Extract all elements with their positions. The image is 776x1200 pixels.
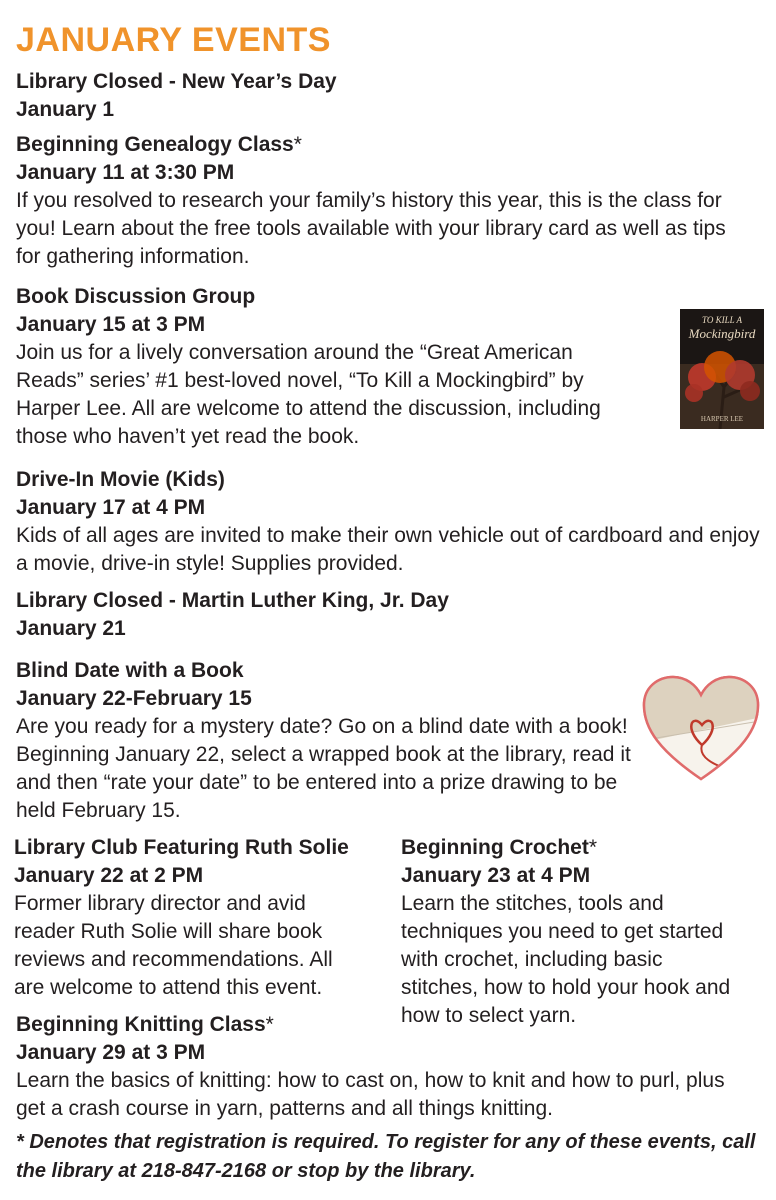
event-date: January 22-February 15 <box>16 687 252 710</box>
event-drive-in <box>16 466 761 578</box>
event-title: Library Closed - Martin Luther King, Jr. Day <box>16 589 449 612</box>
event-title-text: Beginning Crochet <box>401 836 589 859</box>
event-blind-date <box>16 657 656 825</box>
event-title-text: Beginning Genealogy Class <box>16 133 294 156</box>
event-title: Library Club Featuring Ruth Solie <box>14 836 349 859</box>
heart-image <box>640 673 762 785</box>
event-date: January 22 at 2 PM <box>14 864 204 887</box>
event-date: January 23 at 4 PM <box>401 864 591 887</box>
event-new-years <box>16 68 337 124</box>
event-description: Former library director and avid reader Ruth Solie will share book reviews and recommendations. All are welcome to attend this event. <box>14 892 333 999</box>
book-cover-line1: TO KILL A <box>701 315 743 325</box>
event-description: If you resolved to research your family’s history this year, this is the class for you! Learn about the free tools available with your library card as well as tips for gathering information. <box>16 189 726 268</box>
event-title <box>401 834 746 862</box>
page-title: JANUARY EVENTS <box>16 21 331 59</box>
event-title: Blind Date with a Book <box>16 659 244 682</box>
event-date: January 17 at 4 PM <box>16 496 206 519</box>
mockingbird-book-cover-image <box>680 309 764 429</box>
event-date: January 29 at 3 PM <box>16 1041 206 1064</box>
event-knitting <box>16 1011 761 1123</box>
event-title-text: Beginning Knitting Class <box>16 1013 266 1036</box>
registration-star: * <box>588 836 598 859</box>
event-date: January 11 at 3:30 PM <box>16 161 235 184</box>
registration-note: * Denotes that registration is required. To register for any of these events, call the library at 218-847-2168 or stop by the library. <box>16 1131 756 1182</box>
event-description: Join us for a lively conversation around the “Great American Reads” series’ #1 best-loved novel, “To Kill a Mockingbird” by Harper Lee. All are welcome to attend the discussion, including those who haven’t yet read the book. <box>16 341 601 448</box>
event-description: Learn the stitches, tools and techniques you need to get started with crochet, including basic stitches, how to hold your hook and how to select yarn. <box>401 892 731 1027</box>
event-crochet <box>401 834 746 1030</box>
event-description: Kids of all ages are invited to make their own vehicle out of cardboard and enjoy a movie, drive-in style! Supplies provided. <box>16 524 760 575</box>
book-cover-line2: Mockingbird <box>688 326 756 341</box>
registration-star: * <box>265 1013 274 1036</box>
event-title: Library Closed - New Year’s Day <box>16 70 337 93</box>
event-mlk-day <box>16 587 449 643</box>
event-description: Learn the basics of knitting: how to cast on, how to knit and how to purl, plus get a crash course in yarn, patterns and all things knitting. <box>16 1069 725 1120</box>
event-description: Are you ready for a mystery date? Go on a blind date with a book! Beginning January 22, select a wrapped book at the library, read it and then “rate your date” to be entered into a prize drawing to be held February 15. <box>16 715 631 822</box>
registration-star: * <box>293 133 302 156</box>
event-date: January 15 at 3 PM <box>16 313 206 336</box>
book-cover-author: HARPER LEE <box>700 415 744 423</box>
event-date: January 21 <box>16 617 126 640</box>
event-title <box>16 131 736 159</box>
event-genealogy <box>16 131 736 271</box>
event-title: Drive-In Movie (Kids) <box>16 468 225 491</box>
event-title: Book Discussion Group <box>16 285 256 308</box>
event-date: January 1 <box>16 98 115 121</box>
event-library-club <box>14 834 374 1002</box>
event-title <box>16 1011 761 1039</box>
event-book-discussion <box>16 283 656 451</box>
